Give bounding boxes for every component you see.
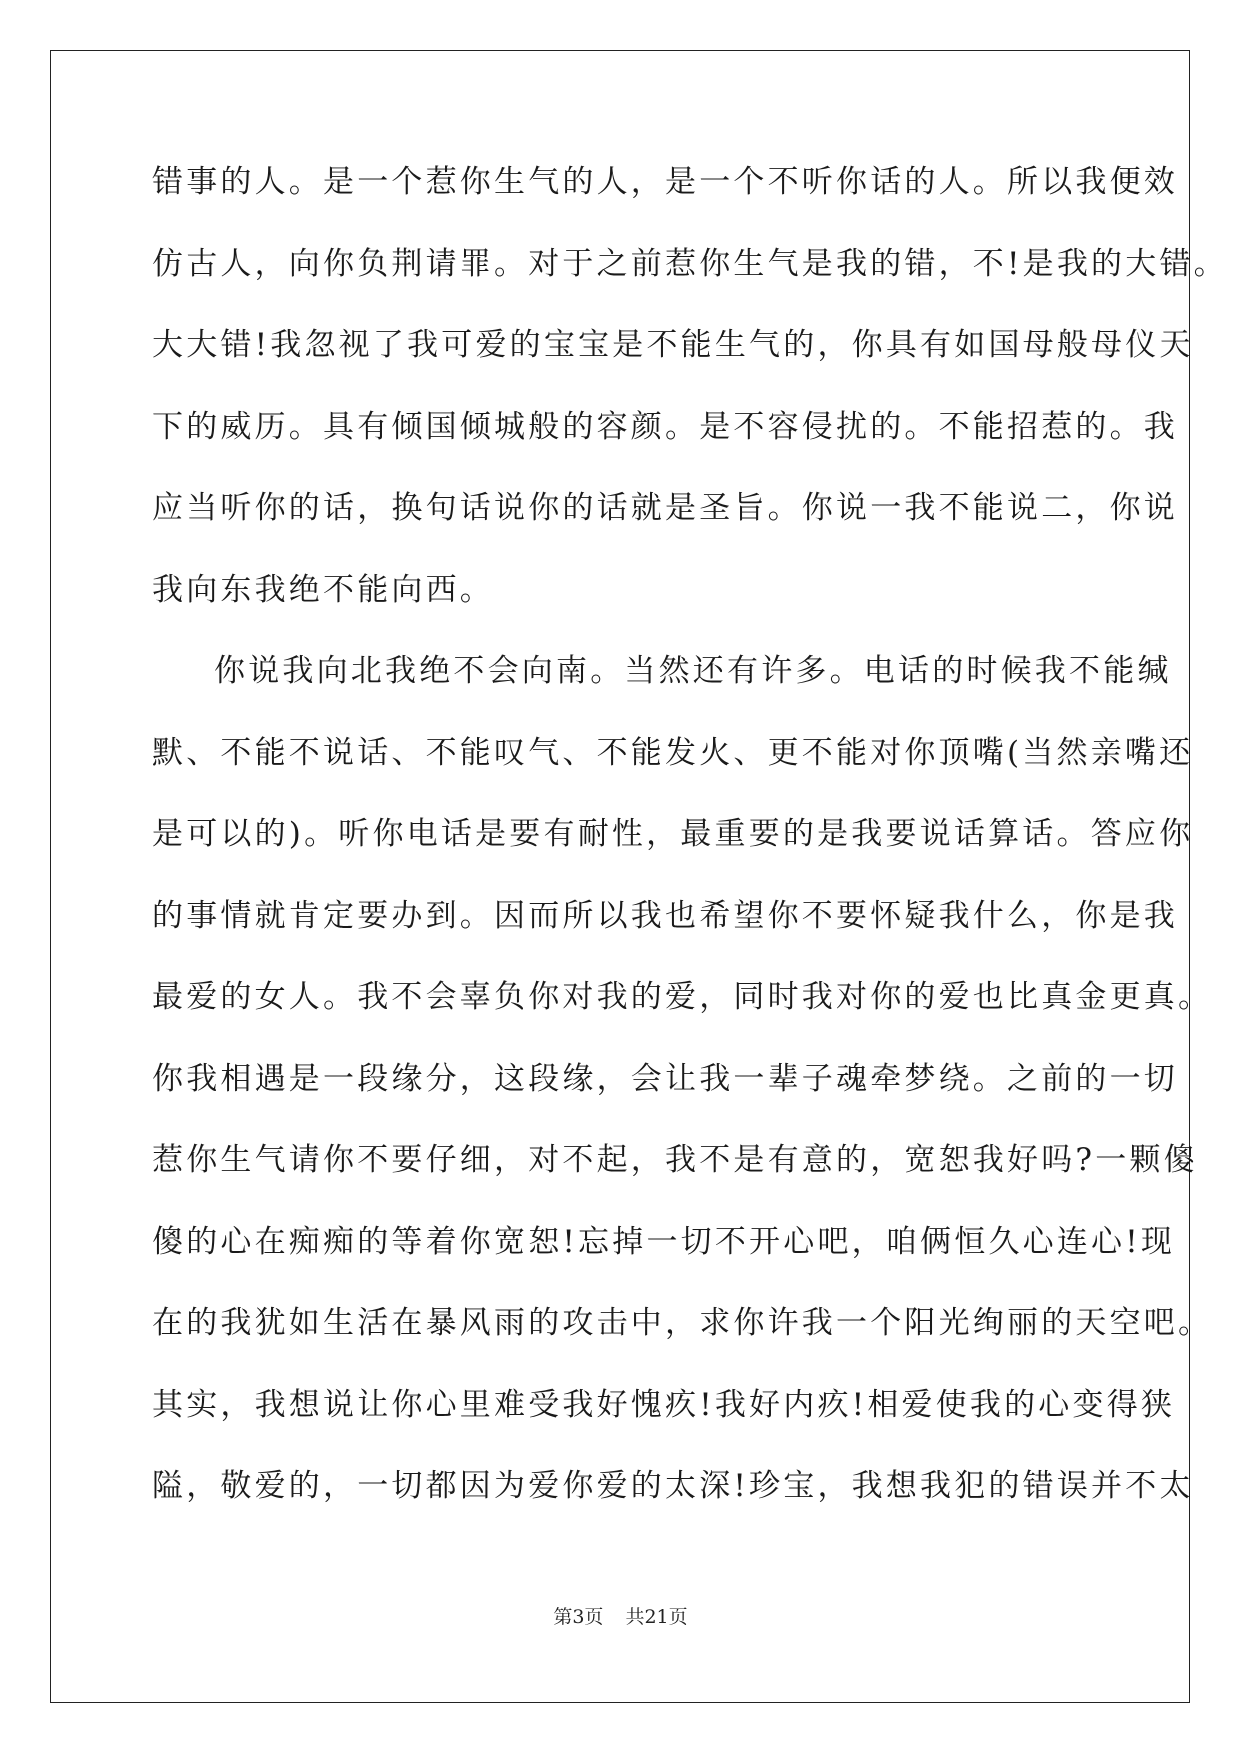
paragraph-start-line: 你说我向北我绝不会向南。当然还有许多。电话的时候我不能缄 [214, 653, 1172, 689]
text-line: 我向东我绝不能向西。 [152, 571, 494, 608]
text-line: 默、不能不说话、不能叹气、不能发火、更不能对你顶嘴(当然亲嘴还 [152, 734, 1194, 771]
body-text [152, 162, 1228, 1548]
page-total: 共21页 [625, 1606, 688, 1628]
text-line: 仿古人，向你负荆请罪。对于之前惹你生气是我的错，不!是我的大错。 [152, 245, 1228, 282]
text-line: 你我相遇是一段缘分，这段缘，会让我一辈子魂牵梦绕。之前的一切 [152, 1060, 1178, 1097]
text-line: 其实，我想说让你心里难受我好愧疚!我好内疚!相爱使我的心变得狭 [152, 1386, 1176, 1423]
text-line: 的事情就肯定要办到。因而所以我也希望你不要怀疑我什么，你是我 [152, 897, 1178, 934]
page-footer [0, 1602, 1241, 1629]
text-line: 最爱的女人。我不会辜负你对我的爱，同时我对你的爱也比真金更真。 [152, 979, 1213, 1015]
page-number: 第3页 [553, 1606, 604, 1628]
text-line: 是可以的)。听你电话是要有耐性，最重要的是我要说话算话。答应你 [152, 816, 1194, 852]
text-line: 傻的心在痴痴的等着你宽恕!忘掉一切不开心吧，咱俩恒久心连心!现 [152, 1223, 1176, 1260]
text-line: 错事的人。是一个惹你生气的人，是一个不听你话的人。所以我便效 [152, 164, 1178, 200]
text-line: 大大错!我忽视了我可爱的宝宝是不能生气的，你具有如国母般母仪天 [152, 327, 1194, 363]
text-line: 应当听你的话，换句话说你的话就是圣旨。你说一我不能说二，你说 [152, 490, 1178, 526]
text-line: 惹你生气请你不要仔细，对不起，我不是有意的，宽恕我好吗?一颗傻 [152, 1142, 1198, 1178]
text-line: 隘，敬爱的，一切都因为爱你爱的太深!珍宝，我想我犯的错误并不太 [152, 1468, 1194, 1504]
text-line: 在的我犹如生活在暴风雨的攻击中，求你许我一个阳光绚丽的天空吧。 [152, 1305, 1213, 1341]
text-line: 下的威历。具有倾国倾城般的容颜。是不容侵扰的。不能招惹的。我 [152, 408, 1178, 445]
